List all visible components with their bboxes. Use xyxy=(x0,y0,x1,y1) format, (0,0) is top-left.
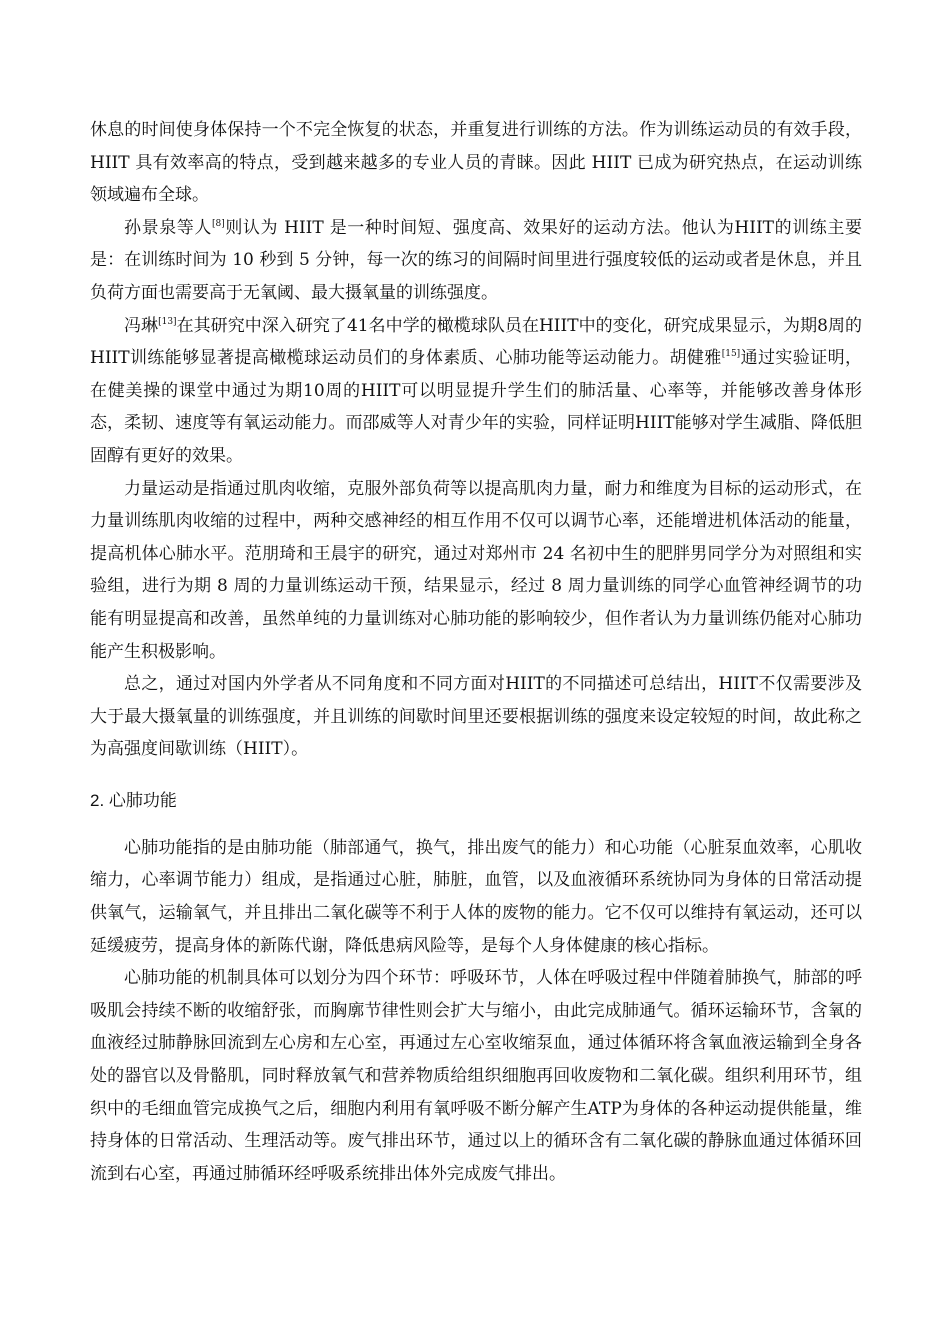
paragraph-text: 休息的时间使身体保持一个不完全恢复的状态，并重复进行训练的方法。作为训练运动员的有效手段，HIIT 具有效率高的特点，受到越来越多的专业人员的青睐。因此 HIIT 已成为研究热点，在运动训练领域遍布全球。 xyxy=(90,120,862,206)
paragraph-text: 总之，通过对国内外学者从不同角度和不同方面对HIIT的不同描述可总结出，HIIT不仅需要涉及大于最大摄氧量的训练强度，并且训练的间歇时间里还要根据训练的强度来设定较短的时间，故此称之为高强度间歇训练（HIIT）。 xyxy=(90,674,862,760)
citation-ref: [15] xyxy=(721,349,741,360)
section-heading: 2. 心肺功能 xyxy=(90,790,177,810)
paragraph xyxy=(90,212,862,310)
citation-ref: [13] xyxy=(158,316,177,327)
citation-ref: [8] xyxy=(211,218,225,229)
body-text-after xyxy=(90,832,862,1191)
paragraph xyxy=(90,832,862,962)
paragraph-text: 心肺功能的机制具体可以划分为四个环节：呼吸环节，人体在呼吸过程中伴随着肺换气，肺部的呼吸肌会持续不断的收缩舒张，而胸廓节律性则会扩大与缩小，由此完成肺通气。循环运输环节，含氧的血液经过肺静脉回流到左心房和左心室，再通过左心室收缩泵血，通过体循环将含氧血液运输到全身各处的器官以及骨骼肌，同时释放氧气和营养物质给组织细胞再回收废物和二氧化碳。组织利用环节，组织中的毛细血管完成换气之后，细胞内利用有氧呼吸不断分解产生ATP为身体的各种运动提供能量，维持身体的日常活动、生理活动等。废气排出环节，通过以上的循环含有二氧化碳的静脉血通过体循环回流到右心室，再通过肺循环经呼吸系统排出体外完成废气排出。 xyxy=(90,968,862,1184)
paragraph-text: 心肺功能指的是由肺功能（肺部通气，换气，排出废气的能力）和心功能（心脏泵血效率，心肌收缩力，心率调节能力）组成，是指通过心脏，肺脏，血管，以及血液循环系统协同为身体的日常活动提供氧气，运输氧气，并且排出二氧化碳等不利于人体的废物的能力。它不仅可以维持有氧运动，还可以延缓疲劳，提高身体的新陈代谢，降低患病风险等，是每个人身体健康的核心指标。 xyxy=(90,837,862,956)
paragraph-text: 通过实验证明，在健美操的课堂中通过为期10周的HIIT可以明显提升学生们的肺活量、心率等，并能够改善身体形态，柔韧、速度等有氧运动能力。而邵威等人对青少年的实验，同样证明HIIT能够对学生减脂、降低胆固醇有更好的效果。 xyxy=(90,348,863,466)
paragraph-text: 孙景泉等人 xyxy=(124,217,212,238)
paragraph-text: 力量运动是指通过肌肉收缩，克服外部负荷等以提高肌肉力量，耐力和维度为目标的运动形式，在力量训练肌肉收缩的过程中，两种交感神经的相互作用不仅可以调节心率，还能增进机体活动的能量，提高机体心肺水平。范朋琦和王晨宇的研究，通过对郑州市 24 名初中生的肥胖男同学分为对照组和实验组，进行为期 8 周的力量训练运动干预，结果显示，经过 8 周力量训练的同学心血管神经调节的功能有明显提高和改善，虽然单纯的力量训练对心肺功能的影响较少，但作者认为力量训练仍能对心肺功能产生积极影响。 xyxy=(90,478,862,662)
paragraph xyxy=(90,310,862,473)
body-text-before xyxy=(90,114,862,766)
paragraph xyxy=(90,473,862,669)
paragraph xyxy=(90,962,862,1190)
paragraph-text: 冯琳 xyxy=(124,315,159,336)
paragraph xyxy=(90,114,862,212)
paragraph-text: 在其研究中深入研究了41名中学的橄榄球队员在HIIT中的变化，研究成果显示，为期8周的HIIT训练能够显著提高橄榄球运动员们的身体素质、心肺功能等运动能力。胡健雅 xyxy=(90,315,863,369)
paragraph xyxy=(90,668,862,766)
paragraph-text: 则认为 HIIT 是一种时间短、强度高、效果好的运动方法。他认为HIIT的训练主要是：在训练时间为 10 秒到 5 分钟，每一次的练习的间隔时间里进行强度较低的运动或者是休息，并且负荷方面也需要高于无氧阈、最大摄氧量的训练强度。 xyxy=(90,217,862,303)
